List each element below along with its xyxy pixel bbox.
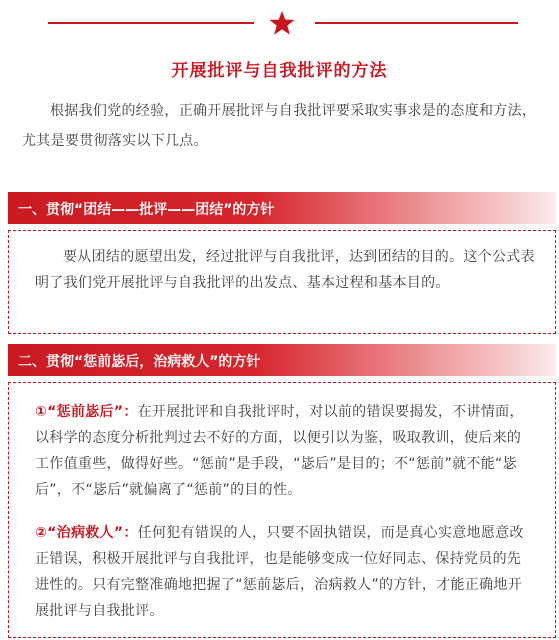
section-1-box <box>8 230 556 334</box>
section-1-text: 要从团结的愿望出发，经过批评与自我批评，达到团结的目的。这个公式表明了我们党开展批评与自我批评的出发点、基本过程和基本目的。 <box>35 249 535 291</box>
item-1-lead: ①“惩前毖后”： <box>35 404 138 420</box>
star-icon <box>268 10 296 36</box>
intro-paragraph: 根据我们党的经验，正确开展批评与自我批评要采取实事求是的态度和方法，尤其是要贯彻落实以下几点。 <box>22 103 537 149</box>
item-2-body: 任何犯有错误的人，只要不固执错误，而是真心实意地愿意改正错误，积极开展批评与自我批评，也是能够变成一位好同志、保持党员的先进性的。只有完整准确地把握了“惩前毖后，治病救人”的方针，才能正确地开展批评与自我批评。 <box>35 525 524 619</box>
item-2-lead: ②“治病救人”： <box>35 525 138 541</box>
section-2-box <box>8 382 556 638</box>
section-heading-2-label: 二、贯彻“惩前毖后，治病救人”的方针 <box>18 354 261 370</box>
section-2-item-1 <box>35 399 535 503</box>
page-title: 开展批评与自我批评的方法 <box>171 61 388 81</box>
section-heading-2 <box>8 344 556 376</box>
section-heading-1-label: 一、贯彻“团结——批评——团结”的方针 <box>18 202 275 218</box>
divider-line-right <box>315 22 518 24</box>
section-2-item-2 <box>35 520 535 624</box>
header-divider <box>0 10 559 36</box>
section-heading-1 <box>8 192 556 224</box>
item-1-body: 在开展批评和自我批评时，对以前的错误要揭发，不讲情面，以科学的态度分析批判过去不好的方面，以便引以为鉴，吸取教训，使后来的工作值重些，做得好些。“惩前”是手段，“毖后”是目的；不“惩前”就不能“毖后”，不“毖后”就偏离了“惩前”的目的性。 <box>35 404 524 498</box>
divider-line-left <box>48 22 254 24</box>
